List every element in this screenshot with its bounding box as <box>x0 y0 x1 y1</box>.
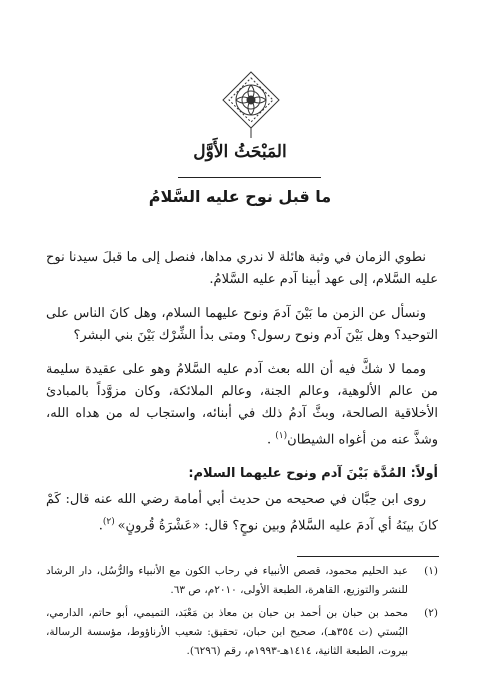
footnotes <box>46 562 438 665</box>
footnote-text: محمد بن حبان بن أحمد بن حبان بن معاذ بن مَعْبَد، التميمي، أبو حاتم، الدارمي، البُستي (ت ٣٥٤هـ)، صحيح ابن حبان، تحقيق: شعيب الأرناؤوط، مؤسسة الرسالة، بيروت، الطبعة الثانية، ١٤١٤هـ-١٩٩٣م، رقم (٦٢٩٦). <box>46 607 408 657</box>
footnote-reference: (١) <box>275 431 288 441</box>
footnote-number: (٢) <box>424 607 438 619</box>
body-text <box>46 247 438 538</box>
paragraph-text: ومما لا شكَّ فيه أن الله بعث آدم عليه السَّلامُ وهو على عقيدة سليمة من عالم الألوهية، وعالم الجنة، وعالم الملائكة، وكان مزوَّداً بالمبادئ الأخلاقية الصالحة، وبثَّ آدمُ ذلك في أبنائه، واستجاب له من هداه الله، وشذَّ عنه من أغواه الشيطان <box>46 362 438 448</box>
footnote <box>46 562 438 600</box>
footnote <box>46 604 438 661</box>
subheading: أولاً: المُدَّة بَيْنَ آدم ونوح عليهما السلام: <box>188 466 438 482</box>
section-label: المَبْحَثُ الأَوَّل <box>193 142 287 162</box>
hadith-end: . <box>98 518 103 534</box>
paragraph <box>46 359 438 451</box>
divider <box>178 177 321 178</box>
paragraph: ونسأل عن الزمن ما بَيْنَ آدمَ ونوح عليهما السلام، وهل كانَ الناس على التوحيد؟ وهل بَيْنَ آدم ونوح رسول؟ ومتى بدأ الشِّرْك بَيْنَ بني البشر؟ <box>46 306 438 343</box>
hadith-text: روى ابن حِبَّان في صحيحه من حديث أبي أمامة رضي الله عنه قال: كَمْ كانَ بينَهُ أي آدمَ عليه السَّلامُ وبين نوحٍ؟ قال: «عَشْرَةُ قُرونٍ» <box>46 492 438 534</box>
footnote-reference: (٢) <box>102 517 118 528</box>
footnote-number: (١) <box>424 565 438 577</box>
footnote-divider <box>297 556 439 557</box>
paragraph-end: . <box>267 432 276 448</box>
chapter-title: ما قبل نوح عليه السَّلامُ <box>148 187 332 206</box>
decorative-rosette-icon <box>221 70 281 140</box>
hadith-paragraph <box>46 489 438 537</box>
footnote-text: عبد الحليم محمود، قصص الأنبياء في رحاب الكون مع الأنبياء والرُّسُل، دار الرشاد للنشر والتوزيع، القاهرة، الطبعة الأولى، ٢٠١٠م، ص ٦٣. <box>46 565 408 596</box>
paragraph: نطوي الزمان في وثبة هائلة لا ندري مداها، فنصل إلى ما قبلَ سيدنا نوح عليه السَّلام، إلى عهد أبينا آدم عليه السَّلامُ. <box>46 250 438 287</box>
